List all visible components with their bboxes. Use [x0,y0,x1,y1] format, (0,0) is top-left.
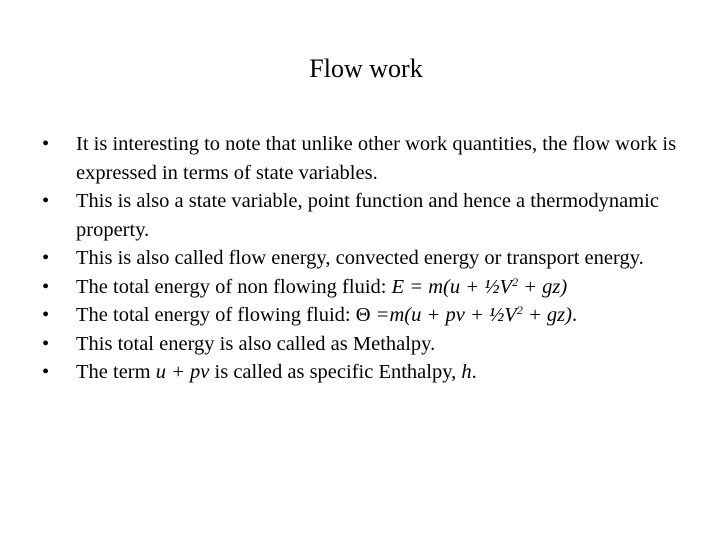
theta-symbol: Θ [355,304,371,326]
bullet-text: The total energy of flowing fluid: [76,304,356,326]
exponent: 2 [516,303,523,317]
bullet-icon: • [42,247,50,269]
bullet-text: It is interesting to note that unlike other work quantities, the flow work is expressed in terms of state variables. [76,133,677,184]
bullet-text: This is also a state variable, point function and hence a thermodynamic property. [76,190,659,241]
bullet-icon: • [42,133,50,155]
bullet-icon: • [42,361,50,383]
bullet-icon: • [42,190,50,212]
bullet-text: This total energy is also called as Methalpy. [76,332,436,355]
list-item [42,330,682,359]
list-item [42,130,682,187]
bullet-text: This is also called flow energy, convected energy or transport energy. [76,247,644,269]
bullet-list [42,130,682,387]
list-item [42,273,682,302]
list-item: • The total energy of flowing fluid: Θ =m(u + pv + $\frac{1}{2}V^2 + gz$). [42,301,682,330]
exponent: 2 [512,274,519,289]
bullet-icon: • [42,332,50,355]
list-item [42,244,682,273]
slide-title: Flow work [309,54,423,83]
bullet-icon: • [42,304,50,326]
bullet-icon: • [42,275,50,298]
enthalpy-symbol: h [461,361,472,383]
methalpy-equation: =m(u + pv + $\frac{1}{2}V^2 + gz$) [370,303,572,326]
list-item: • The term u + pv is called as specific Enthalpy, h. [42,358,682,387]
bullet-text: The term [76,361,156,383]
list-item [42,187,682,244]
enthalpy-expression: u + pv [155,361,210,383]
bullet-text: The total energy of non flowing fluid: [76,275,392,298]
energy-equation: $E = m(u + \frac{1}{2}V^2 + gz)$ [391,274,568,298]
